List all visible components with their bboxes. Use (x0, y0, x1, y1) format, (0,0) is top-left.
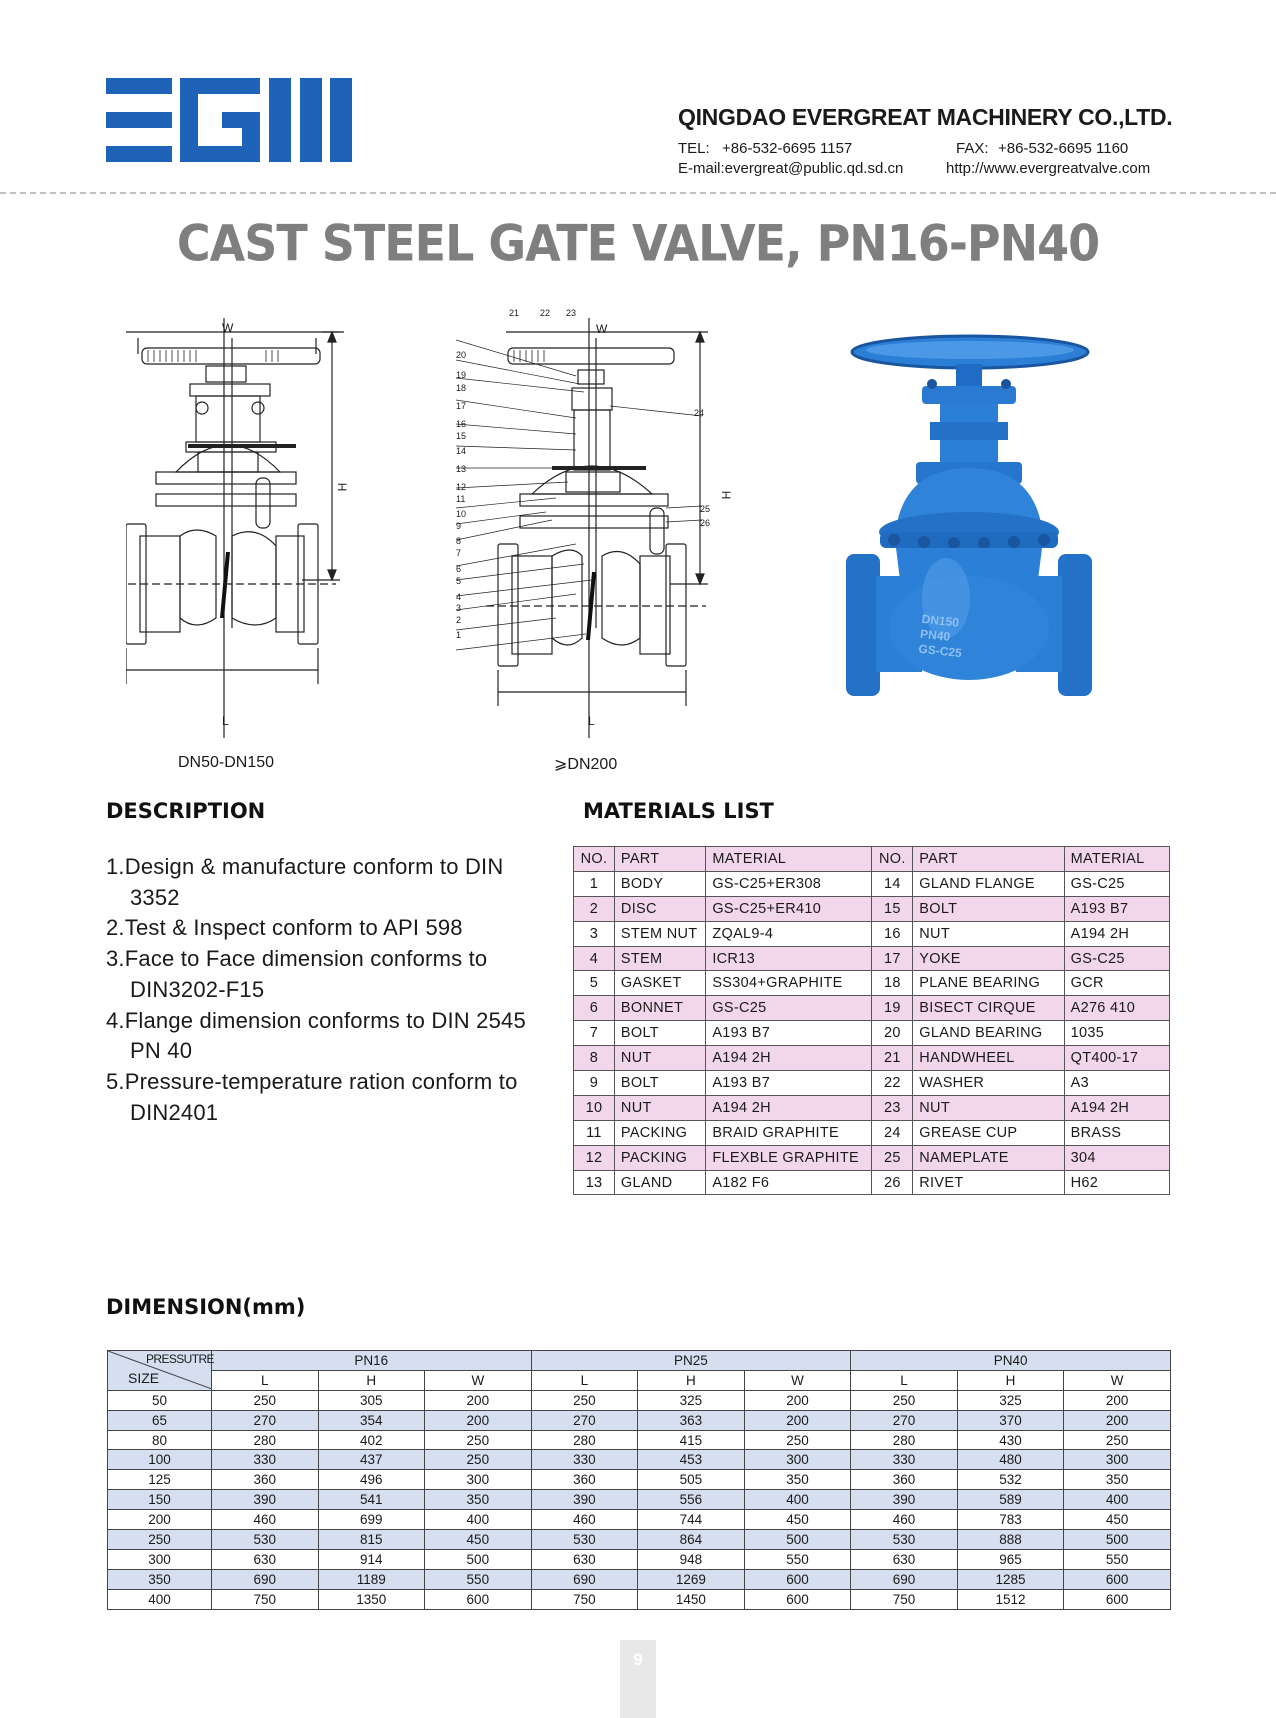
dimension-cell: 390 (531, 1490, 638, 1510)
dimension-cell: 750 (211, 1589, 318, 1609)
materials-cell: STEM (614, 946, 705, 971)
dimension-cell: 250 (851, 1390, 958, 1410)
dimension-subheader-cell: W (1064, 1370, 1171, 1390)
dimension-cell: 948 (638, 1549, 745, 1569)
dimension-cell: 530 (531, 1530, 638, 1550)
materials-row (574, 1046, 1170, 1071)
dimension-cell: 600 (425, 1589, 532, 1609)
materials-cell: 3 (574, 921, 615, 946)
materials-cell: GASKET (614, 971, 705, 996)
callout-19: 19 (456, 369, 467, 380)
materials-row (574, 946, 1170, 971)
tel-label: TEL: (678, 140, 710, 157)
dimension-row (108, 1530, 1171, 1550)
dimension-size-cell: 150 (108, 1490, 212, 1510)
dimension-cell: 200 (1064, 1390, 1171, 1410)
materials-row (574, 1095, 1170, 1120)
callout-11: 11 (456, 494, 466, 505)
dimension-cell: 390 (211, 1490, 318, 1510)
tel-number: +86-532-6695 1157 (722, 140, 853, 157)
dimension-row (108, 1450, 1171, 1470)
materials-header-cell: MATERIAL (706, 847, 872, 872)
callout-4: 4 (456, 591, 462, 602)
dimension-cell: 496 (318, 1470, 425, 1490)
dimension-cell: 270 (851, 1410, 958, 1430)
materials-cell: GS-C25+ER410 (706, 896, 872, 921)
dimension-cell: 437 (318, 1450, 425, 1470)
dimension-cell: 600 (1064, 1569, 1171, 1589)
dimension-subheader-cell: L (211, 1370, 318, 1390)
description-item: 5.Pressure-temperature ration conform to DIN2401 (106, 1068, 518, 1125)
dimension-cell: 250 (744, 1430, 851, 1450)
materials-cell: NUT (913, 1095, 1064, 1120)
page-title: CAST STEEL GATE VALVE, PN16-PN40 (176, 213, 1100, 273)
dimension-cell: 400 (744, 1490, 851, 1510)
materials-header-row (574, 847, 1170, 872)
materials-row (574, 921, 1170, 946)
company-name: QINGDAO EVERGREAT MACHINERY CO.,LTD. (678, 104, 1173, 130)
dimension-row (108, 1589, 1171, 1609)
email-link[interactable]: E-mail:evergreat@public.qd.sd.cn (678, 160, 904, 177)
callout-14: 14 (456, 446, 467, 457)
dimension-size-cell: 400 (108, 1589, 212, 1609)
dimension-cell: 330 (211, 1450, 318, 1470)
callout-10: 10 (456, 509, 467, 520)
materials-row (574, 971, 1170, 996)
dim-label-h-small: H (335, 482, 350, 492)
dimension-cell: 532 (957, 1470, 1064, 1490)
dimension-cell: 1350 (318, 1589, 425, 1609)
materials-heading: MATERIALS LIST (583, 799, 774, 823)
materials-cell: 19 (872, 996, 913, 1021)
dimension-row (108, 1410, 1171, 1430)
website-link[interactable]: http://www.evergreatvalve.com (946, 160, 1151, 177)
dimension-cell: 550 (425, 1569, 532, 1589)
dimension-size-cell: 100 (108, 1450, 212, 1470)
valve-drawing-small (126, 318, 386, 738)
materials-cell: QT400-17 (1064, 1046, 1169, 1071)
materials-cell: BOLT (913, 896, 1064, 921)
materials-row (574, 871, 1170, 896)
dimension-cell: 460 (531, 1510, 638, 1530)
materials-cell: 10 (574, 1095, 615, 1120)
description-heading: DESCRIPTION (106, 799, 266, 823)
dimension-cell: 914 (318, 1549, 425, 1569)
materials-cell: BOLT (614, 1071, 705, 1096)
dimension-cell: 350 (744, 1470, 851, 1490)
dimension-cell: 699 (318, 1510, 425, 1530)
materials-cell: FLEXBLE GRAPHITE (706, 1145, 872, 1170)
materials-cell: BRAID GRAPHITE (706, 1120, 872, 1145)
dimension-subheader-cell: H (318, 1370, 425, 1390)
dimension-cell: 200 (1064, 1410, 1171, 1430)
dimension-cell: 600 (744, 1589, 851, 1609)
corner-size-label: SIZE (128, 1370, 160, 1386)
dimension-cell: 250 (1064, 1430, 1171, 1450)
materials-cell: GLAND (614, 1170, 705, 1195)
dimension-cell: 530 (211, 1530, 318, 1550)
materials-cell: NAMEPLATE (913, 1145, 1064, 1170)
callout-8: 8 (456, 535, 462, 546)
dimension-row (108, 1470, 1171, 1490)
dimension-cell: 400 (425, 1510, 532, 1530)
callout-25: 25 (700, 504, 711, 514)
valve-body-marking: DN150 PN40 GS-C25 (917, 611, 963, 661)
dimension-cell: 500 (425, 1549, 532, 1569)
callout-3: 3 (456, 603, 462, 614)
materials-cell: H62 (1064, 1170, 1169, 1195)
dimension-cell: 280 (531, 1430, 638, 1450)
materials-cell: 4 (574, 946, 615, 971)
dimension-cell: 864 (638, 1530, 745, 1550)
materials-header-cell: PART (614, 847, 705, 872)
materials-cell: GLAND BEARING (913, 1021, 1064, 1046)
materials-cell: NUT (614, 1095, 705, 1120)
dimension-heading: DIMENSION(mm) (106, 1295, 306, 1319)
callout-18: 18 (456, 382, 467, 393)
materials-cell: A276 410 (1064, 996, 1169, 1021)
callout-15: 15 (456, 430, 467, 441)
materials-cell: 13 (574, 1170, 615, 1195)
dimension-cell: 815 (318, 1530, 425, 1550)
dimension-cell: 965 (957, 1549, 1064, 1569)
dimension-size-cell: 65 (108, 1410, 212, 1430)
callout-6: 6 (456, 563, 462, 574)
caption-large-valve: ⩾DN200 (554, 756, 618, 773)
dimension-cell: 556 (638, 1490, 745, 1510)
callout-21: 21 (509, 308, 520, 318)
dimension-subheader-cell: L (851, 1370, 958, 1390)
dimension-cell: 450 (1064, 1510, 1171, 1530)
dimension-subheader-cell: W (425, 1370, 532, 1390)
dimension-cell: 390 (851, 1490, 958, 1510)
materials-cell: A3 (1064, 1071, 1169, 1096)
dimension-cell: 415 (638, 1430, 745, 1450)
valve-photo (836, 328, 1096, 722)
materials-row (574, 896, 1170, 921)
description-list (106, 852, 526, 1128)
dimension-size-cell: 125 (108, 1470, 212, 1490)
valve-drawing-large (456, 318, 746, 738)
dimension-cell: 744 (638, 1510, 745, 1530)
dimension-cell: 402 (318, 1430, 425, 1450)
fax-number: +86-532-6695 1160 (998, 140, 1129, 157)
caption-small-valve: DN50-DN150 (178, 754, 275, 771)
dimension-cell: 450 (744, 1510, 851, 1530)
dimension-size-cell: 250 (108, 1530, 212, 1550)
materials-cell: ICR13 (706, 946, 872, 971)
dimension-cell: 600 (1064, 1589, 1171, 1609)
dimension-subheader-row (108, 1370, 1171, 1390)
materials-cell: 14 (872, 871, 913, 896)
materials-cell: 6 (574, 996, 615, 1021)
materials-cell: 22 (872, 1071, 913, 1096)
dim-label-l-small: L (222, 714, 229, 728)
materials-cell: BRASS (1064, 1120, 1169, 1145)
materials-cell: GLAND FLANGE (913, 871, 1064, 896)
description-item: 1.Design & manufacture conform to DIN 3352 (106, 854, 504, 910)
dimension-cell: 460 (211, 1510, 318, 1530)
materials-row (574, 996, 1170, 1021)
materials-cell: 8 (574, 1046, 615, 1071)
callout-17: 17 (456, 400, 467, 411)
callout-23: 23 (566, 308, 577, 318)
dimension-cell: 690 (531, 1569, 638, 1589)
dimension-cell: 500 (744, 1530, 851, 1550)
fax-label: FAX: (956, 140, 989, 157)
materials-cell: 304 (1064, 1145, 1169, 1170)
materials-cell: 24 (872, 1120, 913, 1145)
dimension-cell: 350 (1064, 1470, 1171, 1490)
callout-20: 20 (456, 350, 467, 360)
materials-cell: 7 (574, 1021, 615, 1046)
group-pn16: PN16 (211, 1351, 531, 1371)
dimension-cell: 505 (638, 1470, 745, 1490)
callout-2: 2 (456, 615, 462, 626)
materials-cell: RIVET (913, 1170, 1064, 1195)
dimension-row (108, 1390, 1171, 1410)
dimension-cell: 200 (425, 1390, 532, 1410)
dimension-size-cell: 200 (108, 1510, 212, 1530)
materials-cell: GCR (1064, 971, 1169, 996)
materials-cell: GREASE CUP (913, 1120, 1064, 1145)
dimension-row (108, 1490, 1171, 1510)
dimension-cell: 750 (851, 1589, 958, 1609)
callout-column (456, 350, 476, 642)
materials-cell: YOKE (913, 946, 1064, 971)
materials-cell: A193 B7 (1064, 896, 1169, 921)
materials-cell: 17 (872, 946, 913, 971)
dimension-cell: 360 (531, 1470, 638, 1490)
materials-cell: PACKING (614, 1120, 705, 1145)
dimension-cell: 360 (851, 1470, 958, 1490)
materials-table (573, 846, 1170, 1195)
dimension-cell: 690 (851, 1569, 958, 1589)
materials-cell: A193 B7 (706, 1021, 872, 1046)
materials-row (574, 1170, 1170, 1195)
dimension-size-cell: 350 (108, 1569, 212, 1589)
dimension-cell: 200 (425, 1410, 532, 1430)
dimension-cell: 480 (957, 1450, 1064, 1470)
dimension-cell: 750 (531, 1589, 638, 1609)
dim-label-h-large: H (719, 490, 734, 500)
dimension-cell: 630 (531, 1549, 638, 1569)
callout-24: 24 (694, 408, 705, 418)
materials-cell: HANDWHEEL (913, 1046, 1064, 1071)
dimension-cell: 363 (638, 1410, 745, 1430)
materials-cell: WASHER (913, 1071, 1064, 1096)
dimension-cell: 280 (851, 1430, 958, 1450)
callout-26: 26 (700, 518, 711, 528)
dimension-cell: 325 (957, 1390, 1064, 1410)
dimension-cell: 589 (957, 1490, 1064, 1510)
dimension-cell: 630 (211, 1549, 318, 1569)
dimension-size-cell: 80 (108, 1430, 212, 1450)
dimension-cell: 1269 (638, 1569, 745, 1589)
dimension-cell: 200 (744, 1390, 851, 1410)
dimension-row (108, 1510, 1171, 1530)
dimension-cell: 1285 (957, 1569, 1064, 1589)
dimension-row (108, 1569, 1171, 1589)
dimension-size-cell: 50 (108, 1390, 212, 1410)
dimension-subheader-cell: H (957, 1370, 1064, 1390)
callout-1: 1 (456, 630, 462, 641)
dimension-cell: 270 (531, 1410, 638, 1430)
materials-header-cell: NO. (872, 847, 913, 872)
materials-cell: DISC (614, 896, 705, 921)
materials-cell: BONNET (614, 996, 705, 1021)
callout-16: 16 (456, 418, 467, 429)
materials-cell: PACKING (614, 1145, 705, 1170)
materials-row (574, 1120, 1170, 1145)
dimension-cell: 550 (744, 1549, 851, 1569)
corner-cell (108, 1351, 212, 1391)
materials-cell: BISECT CIRQUE (913, 996, 1064, 1021)
materials-header-cell: MATERIAL (1064, 847, 1169, 872)
dim-label-l-large: L (588, 714, 595, 728)
materials-cell: 20 (872, 1021, 913, 1046)
header-divider (0, 192, 1276, 194)
dimension-row (108, 1430, 1171, 1450)
materials-cell: GS-C25 (1064, 946, 1169, 971)
dimension-size-cell: 300 (108, 1549, 212, 1569)
dimension-cell: 305 (318, 1390, 425, 1410)
dimension-cell: 500 (1064, 1530, 1171, 1550)
materials-cell: A193 B7 (706, 1071, 872, 1096)
materials-cell: A194 2H (706, 1046, 872, 1071)
dimension-cell: 250 (425, 1450, 532, 1470)
dimension-cell: 354 (318, 1410, 425, 1430)
callout-12: 12 (456, 482, 467, 493)
dimension-cell: 250 (531, 1390, 638, 1410)
dimension-cell: 1450 (638, 1589, 745, 1609)
materials-cell: 5 (574, 971, 615, 996)
materials-cell: SS304+GRAPHITE (706, 971, 872, 996)
materials-cell: PLANE BEARING (913, 971, 1064, 996)
materials-cell: 25 (872, 1145, 913, 1170)
materials-header-cell: PART (913, 847, 1064, 872)
dimension-cell: 783 (957, 1510, 1064, 1530)
materials-cell: 11 (574, 1120, 615, 1145)
materials-cell: NUT (913, 921, 1064, 946)
dimension-cell: 300 (425, 1470, 532, 1490)
dimension-row (108, 1549, 1171, 1569)
description-item: 2.Test & Inspect conform to API 598 (106, 915, 463, 941)
callout-5: 5 (456, 575, 462, 586)
materials-cell: 23 (872, 1095, 913, 1120)
materials-cell: 1 (574, 871, 615, 896)
dimension-cell: 200 (744, 1410, 851, 1430)
materials-row (574, 1021, 1170, 1046)
dimension-subheader-cell: H (638, 1370, 745, 1390)
dimension-cell: 690 (211, 1569, 318, 1589)
materials-cell: GS-C25 (706, 996, 872, 1021)
dimension-cell: 450 (425, 1530, 532, 1550)
dimension-cell: 330 (531, 1450, 638, 1470)
description-item: 4.Flange dimension conforms to DIN 2545 PN 40 (106, 1007, 526, 1064)
dimension-cell: 300 (744, 1450, 851, 1470)
materials-cell: BOLT (614, 1021, 705, 1046)
dim-label-w-small: W (222, 321, 234, 335)
materials-cell: NUT (614, 1046, 705, 1071)
dimension-cell: 1512 (957, 1589, 1064, 1609)
dimension-cell: 350 (425, 1490, 532, 1510)
materials-cell: 18 (872, 971, 913, 996)
dimension-cell: 250 (425, 1430, 532, 1450)
dimension-cell: 330 (851, 1450, 958, 1470)
materials-cell: GS-C25 (1064, 871, 1169, 896)
materials-cell: A182 F6 (706, 1170, 872, 1195)
dimension-cell: 360 (211, 1470, 318, 1490)
materials-row (574, 1145, 1170, 1170)
company-logo (106, 78, 352, 162)
materials-row (574, 1071, 1170, 1096)
dimension-subheader-cell: L (531, 1370, 638, 1390)
dimension-cell: 280 (211, 1430, 318, 1450)
callout-7: 7 (456, 547, 462, 558)
dimension-table (107, 1350, 1171, 1610)
dimension-cell: 270 (211, 1410, 318, 1430)
dimension-cell: 541 (318, 1490, 425, 1510)
dimension-cell: 888 (957, 1530, 1064, 1550)
materials-cell: 12 (574, 1145, 615, 1170)
dimension-cell: 600 (744, 1569, 851, 1589)
dimension-cell: 300 (1064, 1450, 1171, 1470)
materials-cell: 21 (872, 1046, 913, 1071)
materials-cell: STEM NUT (614, 921, 705, 946)
corner-pressure-label: PRESSUTRE (146, 1352, 214, 1366)
dimension-cell: 530 (851, 1530, 958, 1550)
dimension-cell: 250 (211, 1390, 318, 1410)
materials-cell: A194 2H (1064, 921, 1169, 946)
callout-22: 22 (540, 308, 551, 318)
materials-cell: A194 2H (706, 1095, 872, 1120)
materials-cell: 9 (574, 1071, 615, 1096)
materials-cell: 2 (574, 896, 615, 921)
dimension-cell: 400 (1064, 1490, 1171, 1510)
dimension-subheader-cell: W (744, 1370, 851, 1390)
dim-label-w-large: W (596, 322, 608, 336)
dimension-cell: 550 (1064, 1549, 1171, 1569)
page-number: 9 (633, 1650, 643, 1669)
dimension-cell: 1189 (318, 1569, 425, 1589)
materials-cell: 26 (872, 1170, 913, 1195)
dimension-group-header-row (108, 1351, 1171, 1371)
materials-cell: 16 (872, 921, 913, 946)
dimension-cell: 453 (638, 1450, 745, 1470)
description-item: 3.Face to Face dimension conforms to DIN3202-F15 (106, 946, 488, 1002)
dimension-cell: 325 (638, 1390, 745, 1410)
materials-cell: GS-C25+ER308 (706, 871, 872, 896)
materials-cell: ZQAL9-4 (706, 921, 872, 946)
materials-cell: 15 (872, 896, 913, 921)
callout-9: 9 (456, 520, 462, 531)
materials-cell: A194 2H (1064, 1095, 1169, 1120)
materials-header-cell: NO. (574, 847, 615, 872)
dimension-cell: 430 (957, 1430, 1064, 1450)
dimension-cell: 630 (851, 1549, 958, 1569)
dimension-cell: 460 (851, 1510, 958, 1530)
materials-cell: 1035 (1064, 1021, 1169, 1046)
dimension-cell: 370 (957, 1410, 1064, 1430)
callout-13: 13 (456, 464, 467, 475)
group-pn40: PN40 (851, 1351, 1171, 1371)
materials-cell: BODY (614, 871, 705, 896)
group-pn25: PN25 (531, 1351, 851, 1371)
